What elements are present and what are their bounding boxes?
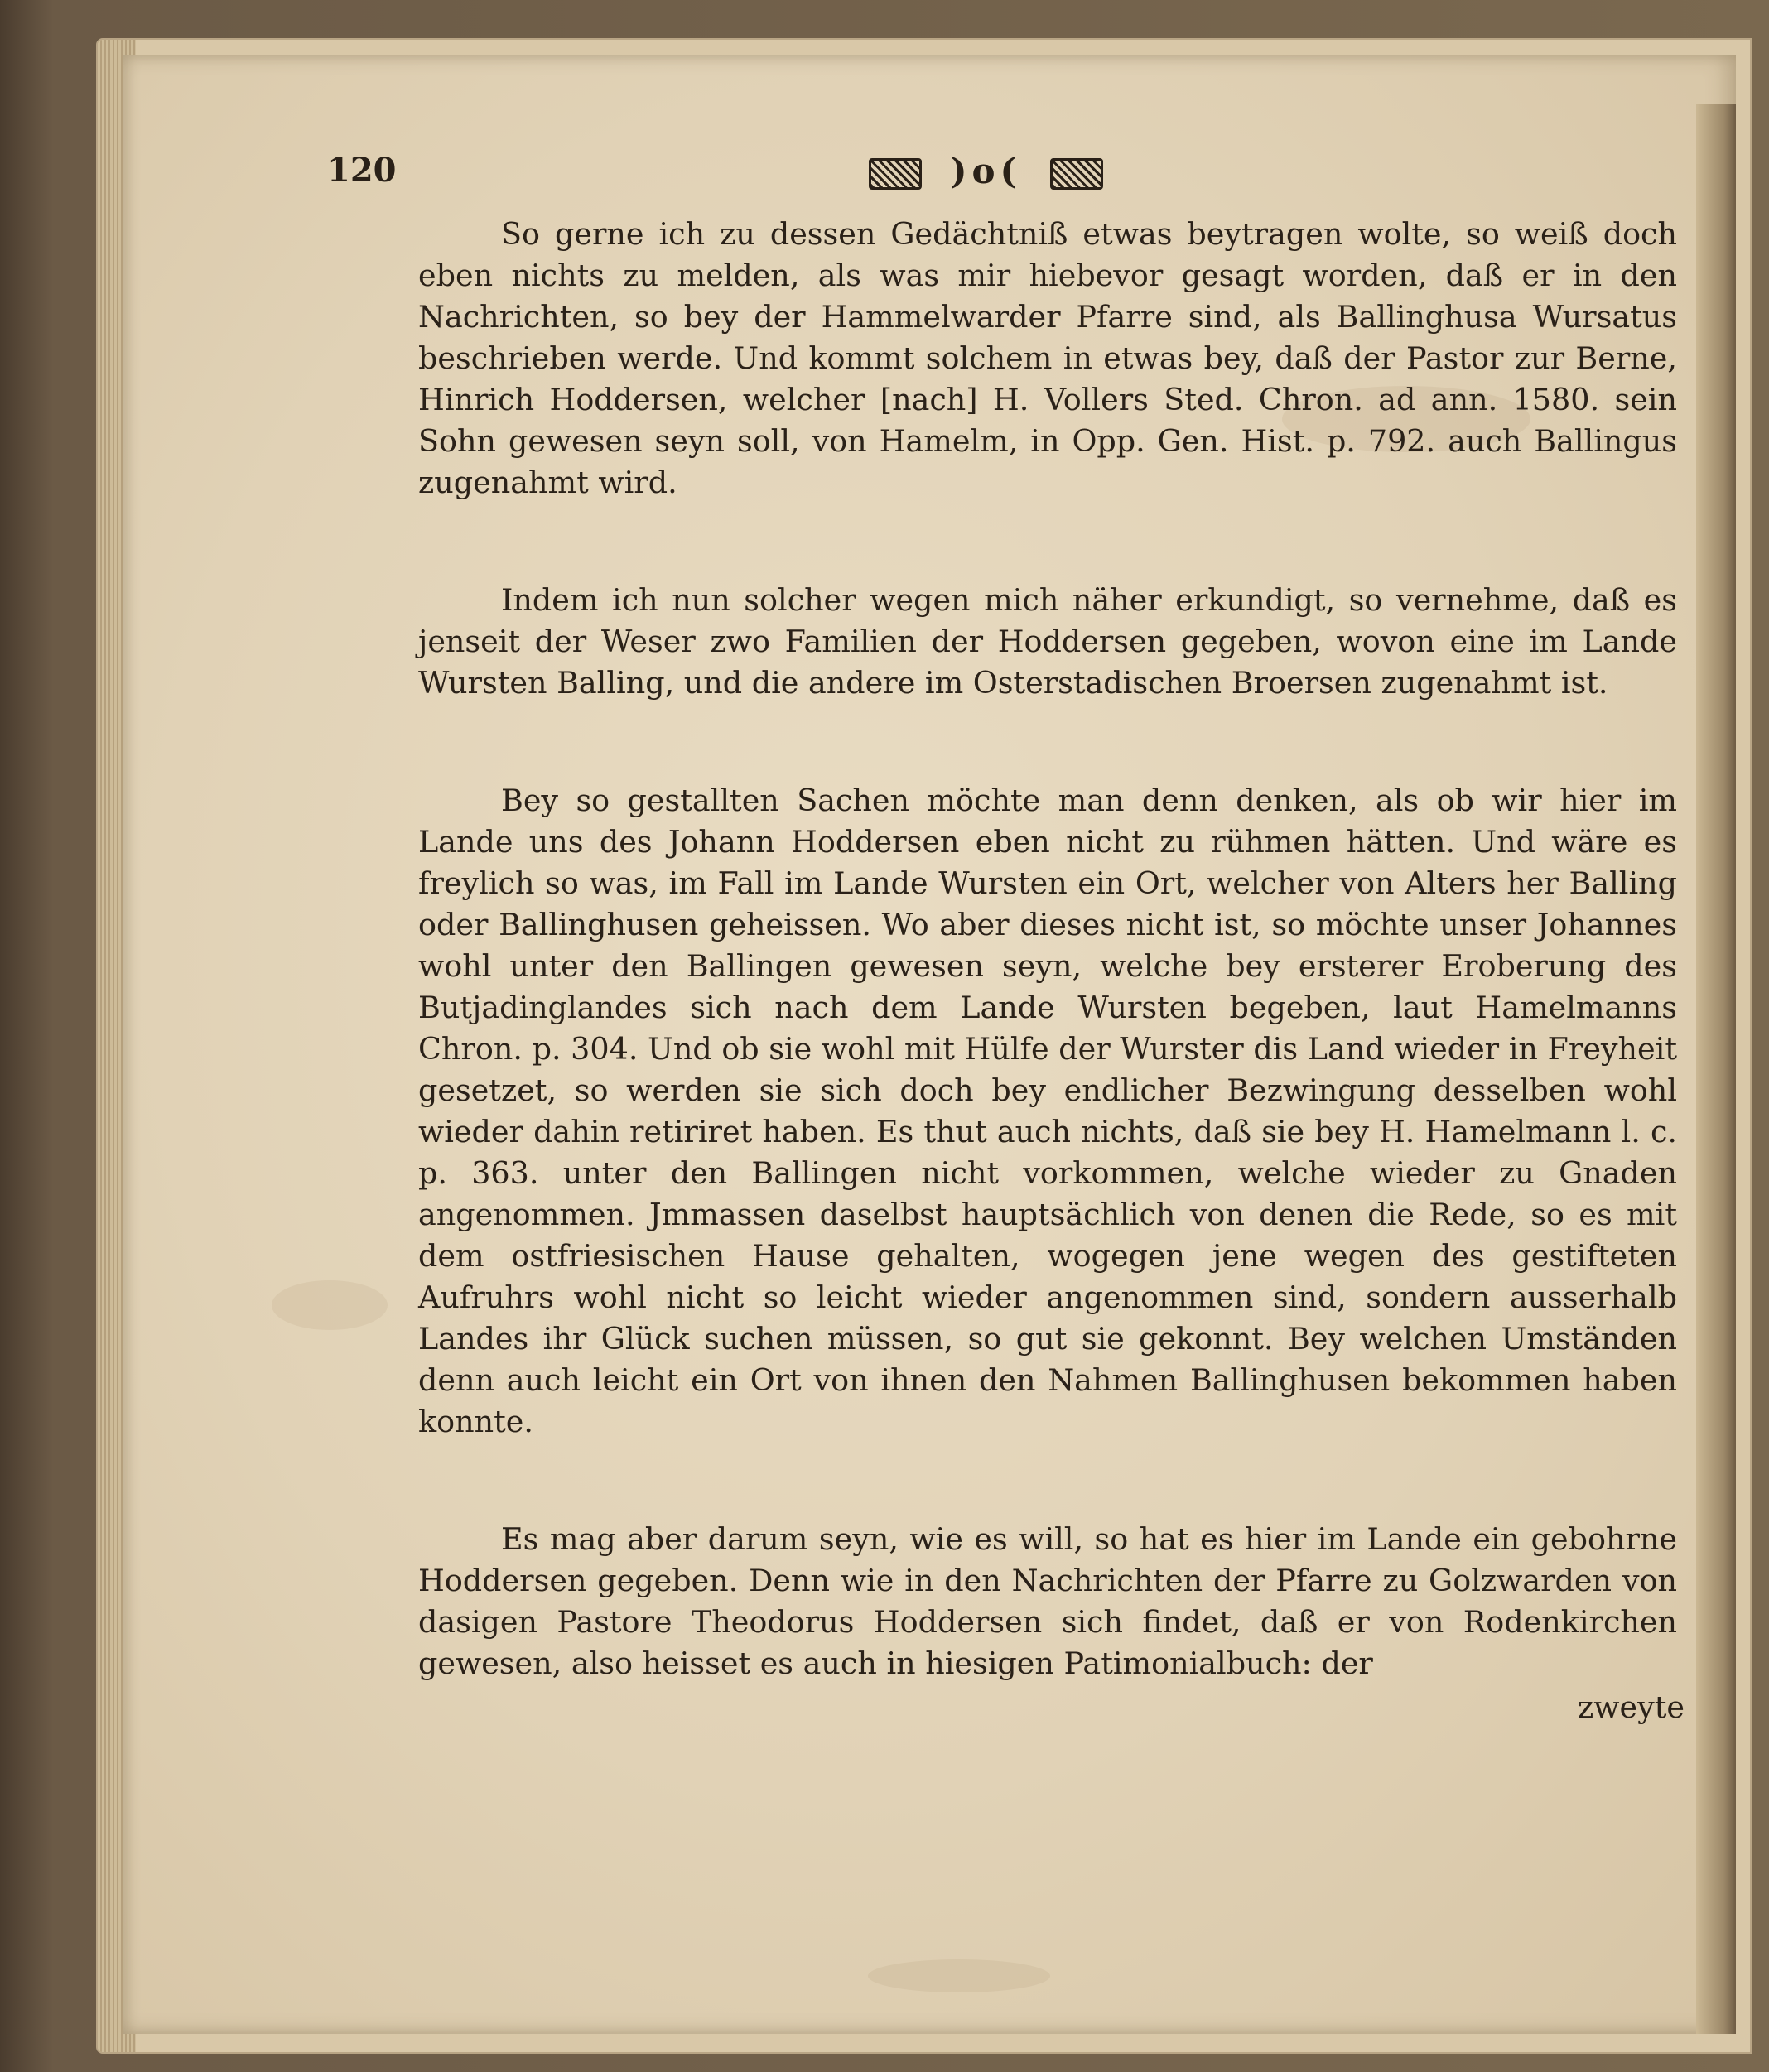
ornament-left-icon: [869, 158, 922, 190]
paragraph: So gerne ich zu dessen Gedächtniß etwas beytragen wolte, so weiß doch eben nichts zu melden, als was mir hiebevor gesagt worden, daß er in den Nachrichten, so bey der Hammelwarder Pfarre sind, als Ballinghusa Wursatus beschrieben werde. Und kommt solchem in etwas bey, daß der Pastor zur Berne, Hinrich Hoddersen, welcher [nach] H. Vollers Sted. Chron. ad ann. 1580. sein Sohn gewesen seyn soll, von Hamelm, in Opp. Gen. Hist. p. 792. auch Ballingus zugenahmt wird.: [418, 216, 1677, 500]
running-head-text: )o(: [950, 151, 1022, 191]
paragraph: Es mag aber darum seyn, wie es will, so hat es hier im Lande ein gebohrne Hoddersen gegeben. Denn wie in den Nachrichten der Pfarre zu Golzwarden von dasigen Pastore Theodorus Hoddersen sich findet, daß er von Rodenkirchen gewesen, also heisset es auch in hiesigen Patimonialbuch: der: [418, 1521, 1677, 1681]
paper-stain: [868, 1959, 1050, 1992]
body-text: [418, 214, 1677, 1684]
paper-stain: [272, 1280, 388, 1330]
catchword: zweyte: [1578, 1689, 1685, 1725]
paragraph: Bey so gestallten Sachen möchte man denn denken, als ob wir hier im Lande uns des Johann Hoddersen eben nicht zu rühmen hätten. Und wäre es freylich so was, im Fall im Lande Wursten ein Ort, welcher von Alters her Balling oder Ballinghusen geheissen. Wo aber dieses nicht ist, so möchte unser Johannes wohl unter den Ballingen gewesen seyn, welche bey ersterer Eroberung des Butjadinglandes sich nach dem Lande Wursten begeben, laut Hamelmanns Chron. p. 304. Und ob sie wohl mit Hülfe der Wurster dis Land wieder in Freyheit gesetzet, so werden sie sich doch bey endlicher Bezwingung desselben wohl wieder dahin retiriret haben. Es thut auch nichts, daß sie bey H. Hamelmann l. c. p. 363. unter den Ballingen nicht vorkommen, welche wieder zu Gnaden angenommen. Jmmassen daselbst hauptsächlich von denen die Rede, so es mit dem ostfriesischen Hause gehalten, wogegen jene wegen des gestifteten Aufruhrs wohl nicht so leicht wieder angenommen sind, sondern ausserhalb Landes ihr Glück suchen müssen, so gut sie gekonnt. Bey welchen Umständen denn auch leicht ein Ort von ihnen den Nahmen Ballinghusen bekommen haben konnte.: [418, 783, 1677, 1439]
running-head: [857, 151, 1115, 191]
ornament-right-icon: [1050, 158, 1103, 190]
paragraph: Indem ich nun solcher wegen mich näher erkundigt, so vernehme, daß es jenseit der Weser zwo Familien der Hoddersen gegeben, wovon eine im Lande Wursten Balling, und die andere im Osterstadischen Broersen zugenahmt ist.: [418, 582, 1677, 701]
page-number: 120: [327, 151, 397, 190]
book-gutter: [1696, 104, 1736, 2034]
page-header: [327, 151, 1603, 200]
